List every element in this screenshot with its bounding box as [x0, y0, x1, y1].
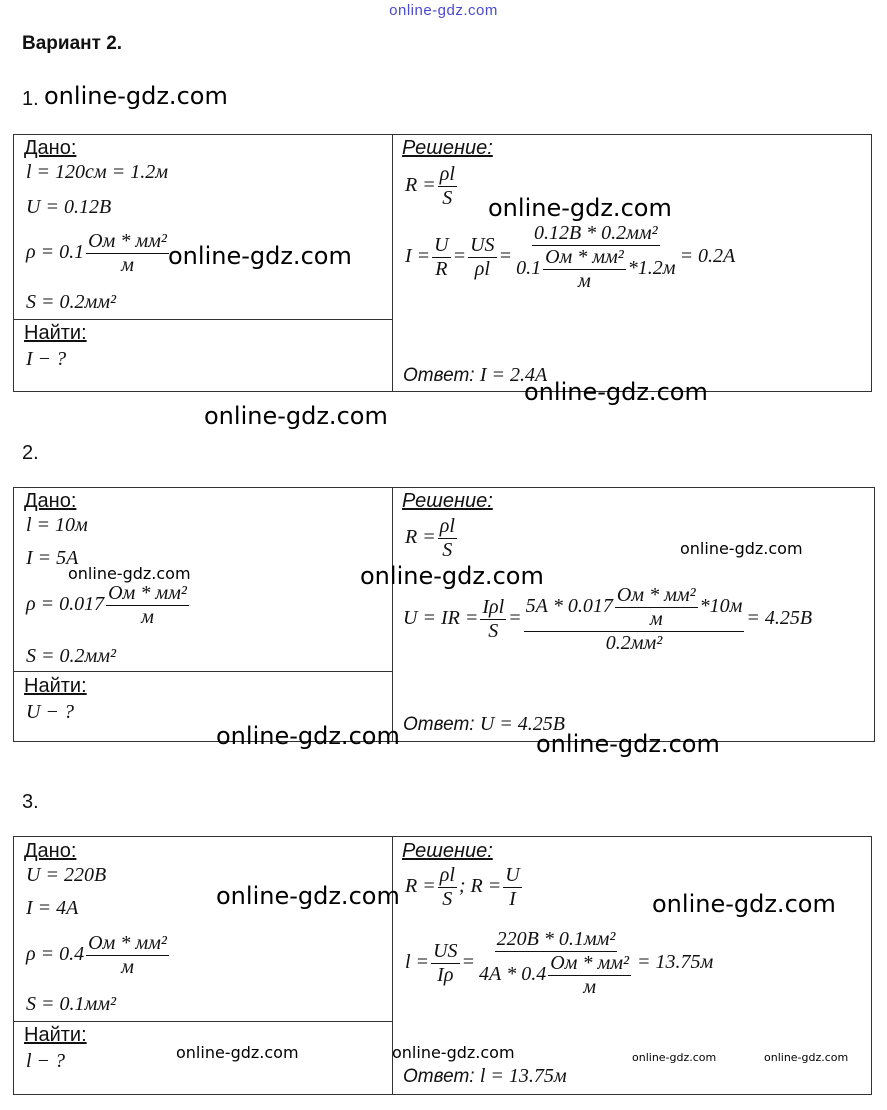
formula-resistance: R = $\frac{\rho l}{S}$ [405, 515, 455, 561]
formula-current: I = $\frac{U}{R}$ = $\frac{US}{\rho l}$ = 0.12В * 0.2мм² 0.1 $\frac{\text{Ом * мм²}}{м}$ *1.2м = 0.2А [405, 222, 736, 292]
problem-1-number: 1. [22, 88, 39, 110]
watermark: online-gdz.com [536, 730, 720, 758]
watermark: online-gdz.com [216, 722, 400, 750]
given-area: S = 0.1мм² [26, 993, 117, 1015]
watermark: online-gdz.com [488, 194, 672, 222]
problem-2-number: 2. [22, 442, 39, 464]
watermark: online-gdz.com [392, 1043, 515, 1062]
given-resistivity: ρ = 0.017 $\frac{\text{Ом * мм²}}{м}$ [26, 582, 187, 628]
given-label: Дано: [24, 840, 77, 862]
given-label: Дано: [24, 490, 77, 512]
given-area: S = 0.2мм² [26, 291, 117, 313]
solution-label: Решение: [402, 840, 493, 862]
find-label: Найти: [24, 1024, 87, 1046]
given-current: I = 5А [26, 547, 79, 569]
given-voltage: U = 0.12В [26, 196, 112, 218]
watermark-top: online-gdz.com [389, 2, 498, 19]
watermark: online-gdz.com [216, 882, 400, 910]
answer: Ответ: I = 2.4А [403, 364, 548, 386]
solution-label: Решение: [402, 490, 493, 512]
formula-resistance: R = $\frac{\rho l}{S}$ [405, 163, 455, 209]
formula-length: l = $\frac{US}{I\rho}$ = 220В * 0.1мм² 4А * 0.4 $\frac{\text{Ом * мм²}}{м}$ = 13.75м [405, 928, 714, 998]
watermark: online-gdz.com [360, 562, 544, 590]
answer: Ответ: l = 13.75м [403, 1065, 567, 1087]
watermark: online-gdz.com [44, 82, 228, 110]
given-label: Дано: [24, 137, 77, 159]
watermark: online-gdz.com [176, 1043, 299, 1062]
given-length: l = 10м [26, 514, 88, 536]
given-current: I = 4А [26, 897, 79, 919]
given-resistivity: ρ = 0.4 $\frac{\text{Ом * мм²}}{м}$ [26, 932, 167, 978]
problem-3-number: 3. [22, 791, 39, 813]
watermark: online-gdz.com [632, 1051, 717, 1064]
watermark: online-gdz.com [68, 564, 191, 583]
watermark: online-gdz.com [204, 402, 388, 430]
watermark: online-gdz.com [680, 539, 803, 558]
solution-label: Решение: [402, 137, 493, 159]
watermark: online-gdz.com [652, 890, 836, 918]
watermark: online-gdz.com [168, 242, 352, 270]
find-label: Найти: [24, 322, 87, 344]
given-voltage: U = 220В [26, 864, 107, 886]
given-length: l = 120см = 1.2м [26, 161, 168, 183]
given-area: S = 0.2мм² [26, 645, 117, 667]
find-label: Найти: [24, 675, 87, 697]
given-resistivity: ρ = 0.1 $\frac{\text{Ом * мм²}}{м}$ [26, 230, 167, 276]
watermark: online-gdz.com [764, 1051, 849, 1064]
answer: Ответ: U = 4.25В [403, 713, 566, 735]
find-value: I − ? [26, 348, 67, 370]
formula-voltage: U = IR = $\frac{\text{Iρl}}{S}$ = 5А * 0.017 $\frac{\text{Ом * мм²}}{м}$ *10м 0.2мм² = 4.25В [403, 584, 813, 654]
variant-title: Вариант 2. [22, 33, 123, 54]
find-value: U − ? [26, 701, 74, 723]
find-value: l − ? [26, 1050, 66, 1072]
watermark: online-gdz.com [524, 378, 708, 406]
formula-resistance: R = $\frac{\rho l}{S}$ ; R = $\frac{U}{I}$ [405, 864, 520, 910]
